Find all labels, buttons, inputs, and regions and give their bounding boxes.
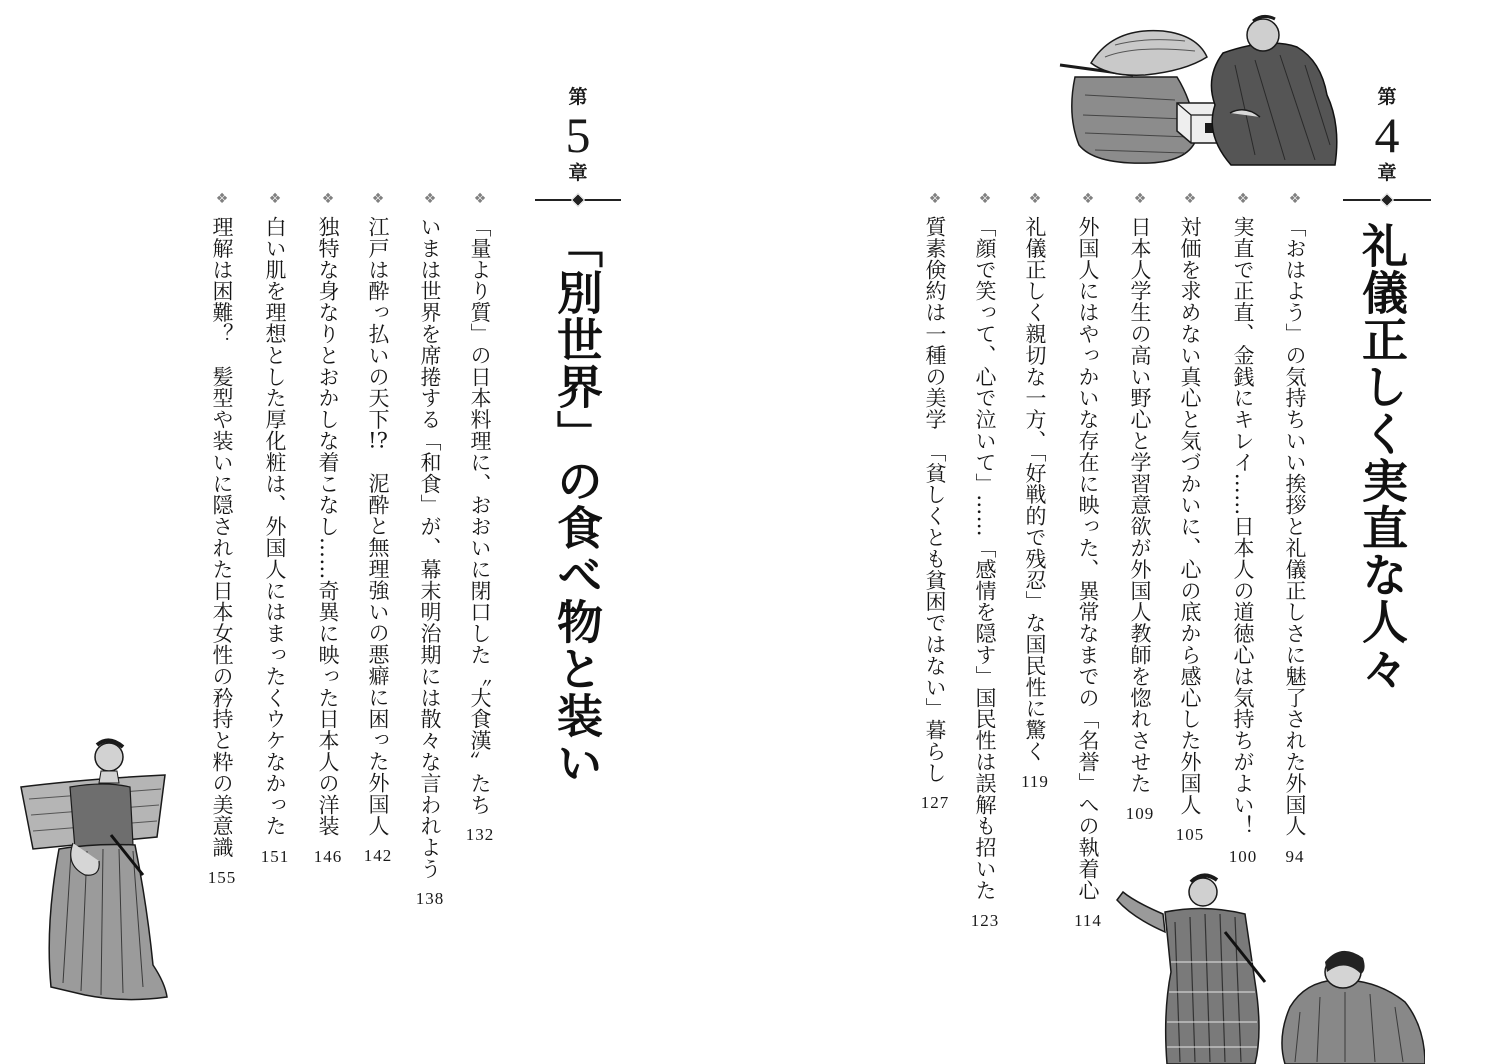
engraving-samurai-bottom-left [15, 725, 170, 1005]
toc-entry-title: 「おはよう」の気持ちいい挨拶と礼儀正しさに魅了された外国人 [1283, 216, 1307, 837]
chapter-prefix: 第 [568, 86, 588, 108]
bullet-ornament-icon: ❖ [1236, 191, 1250, 207]
chapter-number: 4 [1374, 107, 1400, 163]
diamond-ornament-icon [571, 193, 585, 207]
toc-entry-title: 対価を求めない真心と気づかいに、心の底から感心した外国人 [1178, 216, 1202, 816]
toc-page-number: 151 [260, 846, 290, 866]
chapter-4-title: 礼儀正しく実直な人々 [1355, 222, 1409, 692]
engraving-kabuki-figures-bottom-right [1105, 862, 1425, 1064]
bullet-ornament-icon: ❖ [1133, 191, 1147, 207]
toc-entry [358, 190, 398, 866]
diamond-ornament-icon [1380, 193, 1394, 207]
chapter-4-label [1357, 86, 1417, 184]
toc-entry-title: 独特な身なりとおかしな着こなし……奇異に映った日本人の洋装 [316, 216, 340, 837]
toc-page-number: 109 [1125, 803, 1155, 823]
toc-page-number: 155 [207, 868, 237, 887]
toc-page-number: 100 [1228, 846, 1258, 866]
toc-entry [1170, 190, 1210, 845]
bullet-ornament-icon: ❖ [473, 191, 487, 207]
toc-entry-title: いまは世界を席捲する「和食」が、幕末明治期には散々な言われよう [418, 216, 442, 880]
toc-entry [1068, 190, 1108, 931]
toc-entry-title: 外国人にはやっかいな存在に映った、異常なまでの「名誉」への執着心 [1076, 216, 1100, 901]
bullet-ornament-icon: ❖ [371, 191, 385, 207]
toc-entry-title: 礼儀正しく親切な一方、「好戦的で残忍」な国民性に驚く [1023, 216, 1047, 762]
toc-page-number: 127 [920, 793, 950, 813]
toc-page-number: 119 [1021, 771, 1049, 791]
toc-entry [308, 190, 348, 867]
toc-entry [1223, 190, 1263, 867]
chapter-5-divider [535, 199, 621, 201]
toc-page-number: 114 [1074, 910, 1102, 930]
bullet-ornament-icon: ❖ [268, 191, 282, 207]
toc-entry-title: 実直で正直、金銭にキレイ……日本人の道徳心は気持ちがよい！ [1231, 216, 1255, 837]
bullet-ornament-icon: ❖ [1081, 191, 1095, 207]
bullet-ornament-icon: ❖ [1183, 191, 1197, 207]
toc-entry-title: 「量より質」の日本料理に、おおいに閉口した〝大食漢〟たち [468, 216, 492, 816]
toc-page-number: 123 [970, 910, 1000, 930]
chapter-suffix: 章 [1377, 162, 1397, 184]
toc-entry [202, 190, 242, 888]
bullet-ornament-icon: ❖ [215, 191, 229, 207]
toc-page-number: 146 [313, 846, 343, 866]
toc-entry [915, 190, 955, 813]
toc-entry [410, 190, 450, 909]
chapter-5-title: 「別世界」の食べ物と装い [550, 222, 604, 786]
toc-page-number: 105 [1175, 825, 1205, 845]
toc-page-number: 94 [1285, 846, 1305, 866]
toc-entry [255, 190, 295, 867]
toc-entry-title: 「顔で笑って、心で泣いて」……「感情を隠す」国民性は誤解も招いた [973, 216, 997, 901]
toc-entry-title: 理解は困難？ 髪型や装いに隠された日本女性の矜持と粋の美意識 [210, 216, 234, 858]
toc-entry-title: 江戸は酔っ払いの天下!? 泥酔と無理強いの悪癖に困った外国人 [366, 216, 390, 837]
toc-entry [460, 190, 500, 845]
bullet-ornament-icon: ❖ [423, 191, 437, 207]
toc-entry [965, 190, 1005, 931]
exclamation-question-mark: !? [368, 430, 388, 451]
toc-entry-title: 白い肌を理想とした厚化粧は、外国人にはまったくウケなかった [263, 216, 287, 837]
chapter-number: 5 [565, 107, 591, 163]
toc-entry [1275, 190, 1315, 867]
engraving-travelers-top-right [1055, 5, 1340, 170]
chapter-4-divider [1343, 199, 1431, 201]
bullet-ornament-icon: ❖ [1288, 191, 1302, 207]
bullet-ornament-icon: ❖ [1028, 191, 1042, 207]
toc-page-number: 138 [415, 889, 445, 909]
bullet-ornament-icon: ❖ [321, 191, 335, 207]
chapter-prefix: 第 [1377, 86, 1397, 108]
toc-entry [1120, 190, 1160, 824]
chapter-5-label [548, 86, 608, 184]
toc-page-number: 142 [363, 846, 393, 866]
toc-page-number: 132 [465, 825, 495, 845]
toc-entry [1015, 190, 1055, 792]
chapter-suffix: 章 [568, 162, 588, 184]
toc-entry-title: 日本人学生の高い野心と学習意欲が外国人教師を惚れさせた [1128, 216, 1152, 794]
bullet-ornament-icon: ❖ [928, 191, 942, 207]
toc-entry-title: 質素倹約は一種の美学 「貧しくとも貧困ではない」暮らし [923, 216, 947, 784]
bullet-ornament-icon: ❖ [978, 191, 992, 207]
